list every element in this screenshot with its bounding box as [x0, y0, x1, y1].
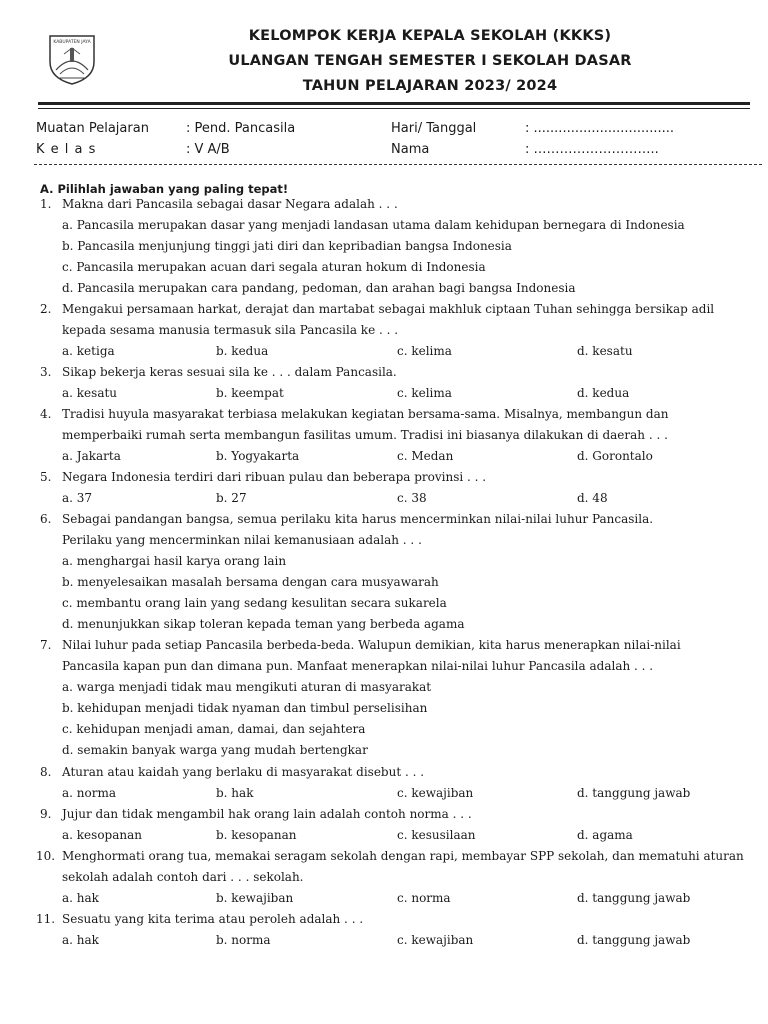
question-stem: Perilaku yang mencerminkan nilai kemanusiaan adalah . . . — [62, 533, 422, 547]
class-value: : V A/B — [186, 142, 230, 157]
answer-option[interactable]: a. menghargai hasil karya orang lain — [62, 554, 287, 568]
answer-option[interactable]: d. kedua — [577, 386, 630, 400]
answer-option[interactable]: c. kelima — [397, 344, 452, 358]
answer-option[interactable]: b. menyelesaikan masalah bersama dengan cara musyawarah — [62, 575, 439, 589]
day-field[interactable]: : .................................. — [525, 121, 675, 136]
question-stem: Sesuatu yang kita terima atau peroleh adalah . . . — [62, 912, 364, 926]
answer-option[interactable]: b. 27 — [216, 491, 247, 505]
section-title: A. Pilihlah jawaban yang paling tepat! — [40, 182, 289, 196]
answer-option[interactable]: c. norma — [397, 891, 451, 905]
answer-option[interactable]: b. kesopanan — [216, 828, 297, 842]
answer-option[interactable]: d. semakin banyak warga yang mudah bertengkar — [62, 743, 368, 757]
answer-option[interactable]: c. kehidupan menjadi aman, damai, dan sejahtera — [62, 722, 366, 736]
question-stem: Tradisi huyula masyarakat terbiasa melakukan kegiatan bersama-sama. Misalnya, membangun dan — [62, 407, 669, 421]
answer-option[interactable]: b. norma — [216, 933, 271, 947]
answer-option[interactable]: a. Jakarta — [62, 449, 121, 463]
answer-option[interactable]: a. kesatu — [62, 386, 118, 400]
answer-option[interactable]: c. kewajiban — [397, 933, 474, 947]
question-number: 8. — [40, 765, 52, 779]
question-stem: kepada sesama manusia termasuk sila Pancasila ke . . . — [62, 323, 399, 337]
day-label: Hari/ Tanggal — [391, 121, 477, 136]
answer-option[interactable]: b. kedua — [216, 344, 269, 358]
answer-option[interactable]: d. Pancasila merupakan cara pandang, pedoman, dan arahan bagi bangsa Indonesia — [62, 281, 576, 295]
answer-option[interactable]: a. 37 — [62, 491, 93, 505]
question-number: 11. — [36, 912, 56, 926]
question-stem: Menghormati orang tua, memakai seragam sekolah dengan rapi, membayar SPP sekolah, dan mematuhi aturan — [62, 849, 744, 863]
header-rule-thin — [38, 108, 750, 109]
question-number: 2. — [40, 302, 52, 316]
answer-option[interactable]: a. warga menjadi tidak mau mengikuti aturan di masyarakat — [62, 680, 432, 694]
answer-option[interactable]: a. hak — [62, 933, 99, 947]
answer-option[interactable]: c. Medan — [397, 449, 454, 463]
answer-option[interactable]: c. kewajiban — [397, 786, 474, 800]
question-number: 1. — [40, 197, 52, 211]
answer-option[interactable]: a. hak — [62, 891, 99, 905]
answer-option[interactable]: a. norma — [62, 786, 117, 800]
question-number: 7. — [40, 638, 52, 652]
answer-option[interactable]: c. membantu orang lain yang sedang kesulitan secara sukarela — [62, 596, 447, 610]
class-label: K e l a s — [36, 142, 97, 157]
name-label: Nama — [391, 142, 430, 157]
answer-option[interactable]: c. kelima — [397, 386, 452, 400]
question-stem: memperbaiki rumah serta membangun fasilitas umum. Tradisi ini biasanya dilakukan di daerah . . . — [62, 428, 668, 442]
question-stem: Mengakui persamaan harkat, derajat dan martabat sebagai makhluk ciptaan Tuhan sehingga bersikap adil — [62, 302, 715, 316]
question-stem: Pancasila kapan pun dan dimana pun. Manfaat menerapkan nilai-nilai luhur Pancasila adalah . . . — [62, 659, 654, 673]
question-stem: Makna dari Pancasila sebagai dasar Negara adalah . . . — [62, 197, 398, 211]
answer-option[interactable]: b. kehidupan menjadi tidak nyaman dan timbul perselisihan — [62, 701, 428, 715]
answer-option[interactable]: d. menunjukkan sikap toleran kepada teman yang berbeda agama — [62, 617, 465, 631]
answer-option[interactable]: c. 38 — [397, 491, 427, 505]
answer-option[interactable]: b. kewajiban — [216, 891, 294, 905]
header-line-3: TAHUN PELAJARAN 2023/ 2024 — [302, 78, 558, 94]
answer-option[interactable]: a. kesopanan — [62, 828, 142, 842]
answer-option[interactable]: a. Pancasila merupakan dasar yang menjadi landasan utama dalam kehidupan bernegara di Indonesia — [62, 218, 685, 232]
subject-label: Muatan Pelajaran — [36, 121, 149, 136]
question-number: 4. — [40, 407, 52, 421]
answer-option[interactable]: b. hak — [216, 786, 254, 800]
question-number: 9. — [40, 807, 52, 821]
answer-option[interactable]: d. tanggung jawab — [577, 786, 691, 800]
answer-option[interactable]: c. Pancasila merupakan acuan dari segala aturan hokum di Indonesia — [62, 260, 486, 274]
question-number: 5. — [40, 470, 52, 484]
answer-option[interactable]: d. agama — [577, 828, 633, 842]
separator — [34, 164, 762, 165]
answer-option[interactable]: d. kesatu — [577, 344, 633, 358]
logo-text: KABUPATEN JAYA — [53, 40, 91, 45]
question-number: 6. — [40, 512, 52, 526]
question-stem: Negara Indonesia terdiri dari ribuan pulau dan beberapa provinsi . . . — [62, 470, 487, 484]
question-stem: sekolah adalah contoh dari . . . sekolah. — [62, 870, 304, 884]
subject-value: : Pend. Pancasila — [186, 121, 296, 136]
question-stem: Sikap bekerja keras sesuai sila ke . . . dalam Pancasila. — [62, 365, 397, 379]
answer-option[interactable]: c. kesusilaan — [397, 828, 476, 842]
question-number: 10. — [36, 849, 56, 863]
question-stem: Jujur dan tidak mengambil hak orang lain adalah contoh norma . . . — [62, 807, 472, 821]
regency-emblem-icon — [46, 30, 98, 86]
header-line-1: KELOMPOK KERJA KEPALA SEKOLAH (KKKS) — [248, 28, 612, 44]
question-stem: Nilai luhur pada setiap Pancasila berbeda-beda. Walupun demikian, kita harus menerapkan nilai-nilai — [62, 638, 681, 652]
name-field[interactable]: : ……………………….. — [525, 142, 659, 157]
question-stem: Aturan atau kaidah yang berlaku di masyarakat disebut . . . — [62, 765, 425, 779]
answer-option[interactable]: b. keempat — [216, 386, 284, 400]
question-stem: Sebagai pandangan bangsa, semua perilaku kita harus mencerminkan nilai-nilai luhur Pancasila. — [62, 512, 654, 526]
header-rule-thick — [38, 102, 750, 105]
answer-option[interactable]: d. 48 — [577, 491, 608, 505]
header-line-2: ULANGAN TENGAH SEMESTER I SEKOLAH DASAR — [228, 53, 632, 69]
answer-option[interactable]: b. Pancasila menjunjung tinggi jati diri dan kepribadian bangsa Indonesia — [62, 239, 512, 253]
answer-option[interactable]: d. tanggung jawab — [577, 891, 691, 905]
answer-option[interactable]: a. ketiga — [62, 344, 115, 358]
question-number: 3. — [40, 365, 52, 379]
answer-option[interactable]: b. Yogyakarta — [216, 449, 300, 463]
answer-option[interactable]: d. Gorontalo — [577, 449, 653, 463]
answer-option[interactable]: d. tanggung jawab — [577, 933, 691, 947]
